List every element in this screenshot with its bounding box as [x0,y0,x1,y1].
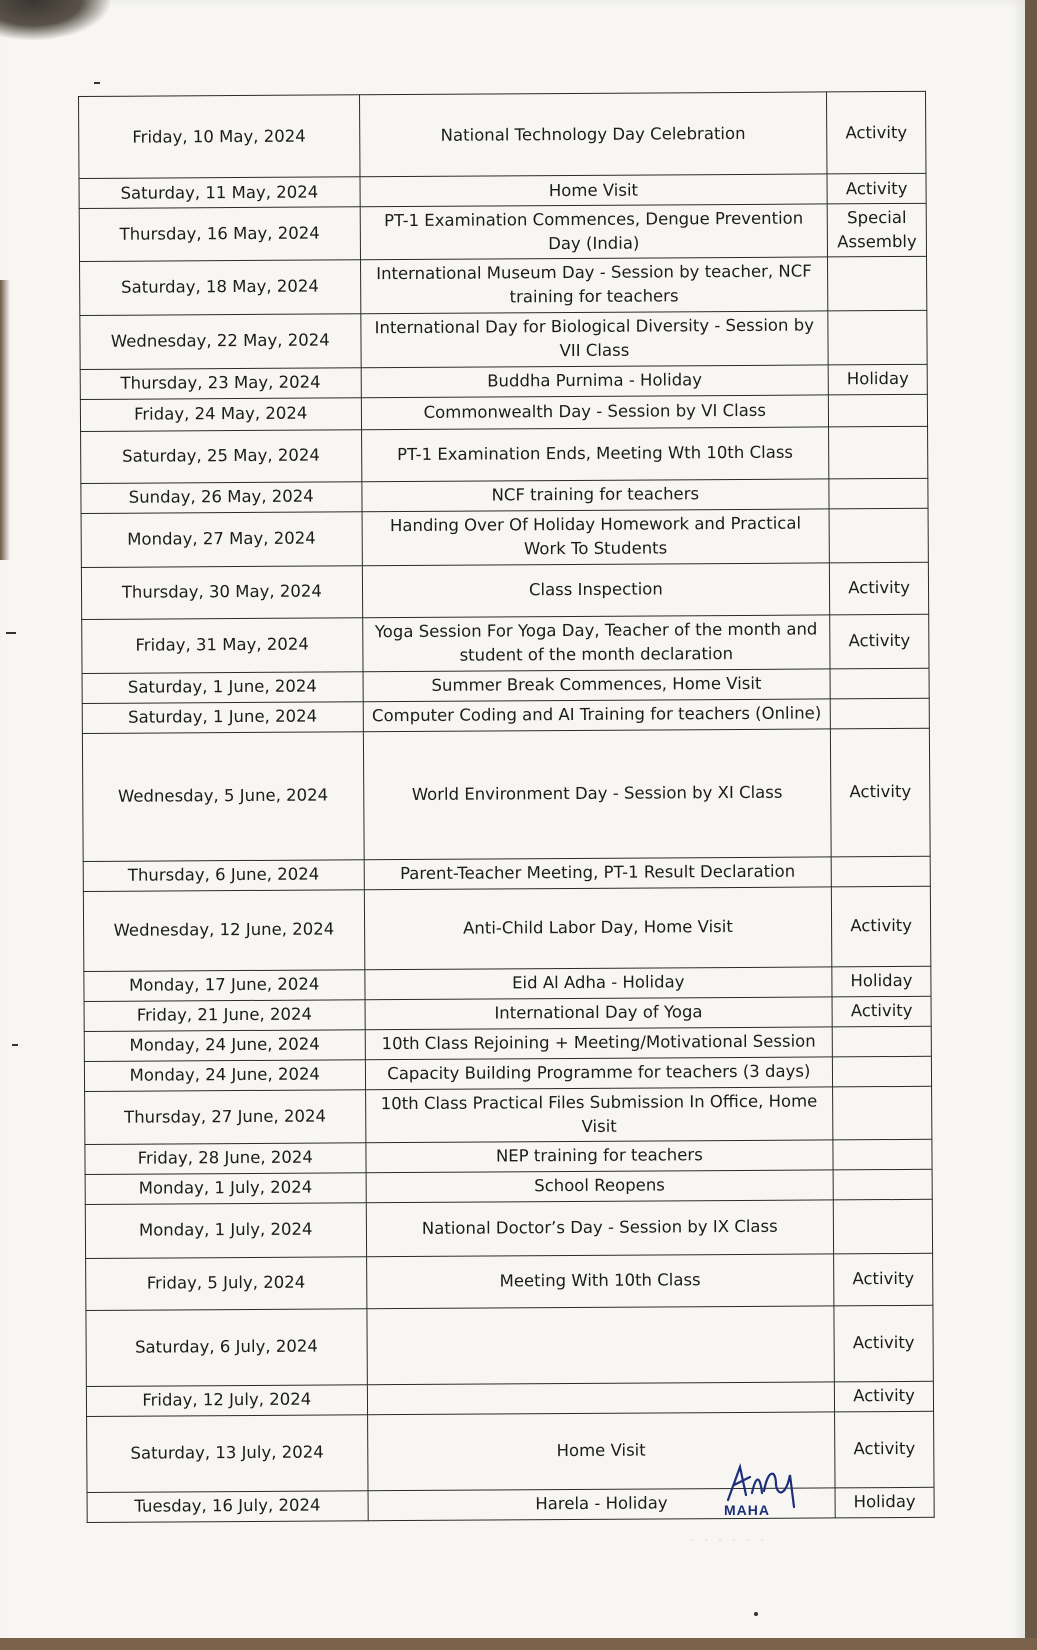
date-cell: Saturday, 1 June, 2024 [82,702,363,734]
type-cell [833,1139,932,1170]
table-surface [0,1638,1037,1650]
calendar-table [78,91,935,1523]
date-cell: Friday, 10 May, 2024 [79,95,360,179]
signature-text: MAHA [724,1502,770,1518]
date-cell: Wednesday, 12 June, 2024 [83,890,364,972]
type-cell: Special Assembly [827,203,926,256]
event-cell: Parent-Teacher Meeting, PT-1 Result Declaration [364,857,832,890]
date-cell: Thursday, 16 May, 2024 [79,207,360,262]
event-cell: International Museum Day - Session by teacher, NCF training for teachers [360,257,828,314]
event-cell [367,1382,835,1415]
type-cell [833,1169,932,1200]
event-cell: 10th Class Rejoining + Meeting/Motivational Session [365,1027,833,1060]
table-row [82,614,929,673]
event-cell: Buddha Purnima - Holiday [361,365,829,398]
type-cell [828,394,927,427]
event-cell: Home Visit [367,1412,835,1491]
type-cell: Activity [835,1411,934,1488]
date-cell: Thursday, 23 May, 2024 [80,368,361,400]
type-cell: Holiday [832,966,931,997]
type-cell: Holiday [835,1487,934,1518]
type-cell: Activity [832,996,931,1027]
event-cell: Commonwealth Day - Session by VI Class [361,395,829,430]
event-cell: Anti-Child Labor Day, Home Visit [364,887,832,970]
date-cell: Saturday, 13 July, 2024 [87,1414,368,1492]
event-cell: Capacity Building Programme for teachers (3 days) [365,1057,833,1090]
date-cell: Thursday, 27 June, 2024 [85,1090,366,1145]
date-cell: Monday, 1 July, 2024 [85,1172,366,1204]
table-row [80,394,927,431]
date-cell: Wednesday, 22 May, 2024 [80,314,361,370]
event-cell: Class Inspection [362,563,830,618]
event-cell [366,1306,834,1385]
table-row [86,1253,933,1310]
table-row [83,886,930,971]
table-row [80,256,927,315]
type-cell: Activity [835,1381,934,1412]
event-cell: International Day of Yoga [365,997,833,1030]
event-cell: PT-1 Examination Commences, Dengue Prevention Day (India) [360,204,828,260]
ink-mark [12,1044,18,1046]
date-cell: Monday, 1 July, 2024 [85,1202,366,1258]
event-cell: Computer Coding and AI Training for teachers (Online) [363,699,831,732]
type-cell [829,508,928,563]
type-cell [830,668,929,699]
type-cell [833,1056,932,1087]
date-cell: Saturday, 25 May, 2024 [81,430,362,484]
table-row [85,1086,932,1144]
type-cell [828,310,927,365]
type-cell [829,478,928,509]
event-cell: 10th Class Practical Files Submission In Office, Home Visit [365,1087,833,1143]
event-cell: Harela - Holiday [368,1488,836,1521]
table-row [80,310,927,369]
event-cell: World Environment Day - Session by XI Class [363,729,831,860]
event-cell: NCF training for teachers [361,479,829,512]
ink-mark [6,632,16,634]
date-cell: Monday, 17 June, 2024 [84,970,365,1002]
date-cell: Tuesday, 16 July, 2024 [87,1490,368,1522]
calendar-body [79,91,935,1522]
type-cell: Holiday [828,364,927,395]
event-cell: National Technology Day Celebration [359,92,827,177]
type-cell [829,426,928,479]
event-cell: Eid Al Adha - Holiday [364,967,832,1000]
type-cell [833,1199,932,1254]
date-cell: Friday, 5 July, 2024 [86,1256,367,1310]
date-cell: Saturday, 1 June, 2024 [82,672,363,704]
table-row [81,426,928,483]
event-cell: International Day for Biological Diversity - Session by VII Class [360,311,828,368]
event-cell: Yoga Session For Yoga Day, Teacher of the month and student of the month declaration [362,615,830,672]
type-cell [833,1086,932,1139]
date-cell: Saturday, 18 May, 2024 [80,260,361,316]
event-cell: Home Visit [360,174,828,207]
type-cell [832,1026,931,1057]
date-cell: Monday, 24 June, 2024 [84,1030,365,1062]
event-cell: National Doctor’s Day - Session by IX Class [366,1200,834,1257]
page-edge-shadow [0,280,10,560]
date-cell: Monday, 27 May, 2024 [81,512,362,568]
faded-stamp: · · · · · · [690,1532,768,1547]
event-cell: Summer Break Commences, Home Visit [363,669,831,702]
date-cell: Thursday, 6 June, 2024 [83,860,364,892]
table-row [86,1305,933,1386]
event-cell: PT-1 Examination Ends, Meeting Wth 10th Class [361,427,829,482]
date-cell: Friday, 24 May, 2024 [80,398,361,432]
type-cell: Activity [827,173,926,204]
ink-dot [754,1612,758,1616]
date-cell: Friday, 31 May, 2024 [82,618,363,674]
date-cell: Thursday, 30 May, 2024 [81,566,362,620]
type-cell: Activity [834,1253,933,1306]
type-cell [831,856,930,887]
date-cell: Friday, 12 July, 2024 [86,1384,367,1416]
date-cell: Saturday, 11 May, 2024 [79,177,360,209]
page-corner-shadow [0,0,110,40]
date-cell: Monday, 24 June, 2024 [84,1060,365,1092]
type-cell: Activity [830,614,929,669]
event-cell: School Reopens [366,1170,834,1203]
date-cell: Sunday, 26 May, 2024 [81,482,362,514]
event-cell: Meeting With 10th Class [366,1254,834,1309]
date-cell: Friday, 28 June, 2024 [85,1142,366,1174]
type-cell: Activity [827,91,926,174]
date-cell: Wednesday, 5 June, 2024 [82,732,363,862]
type-cell [828,256,927,311]
table-row [79,203,926,261]
table-row [81,562,928,619]
table-row [81,508,928,567]
type-cell: Activity [834,1305,933,1382]
table-row [82,728,930,861]
type-cell [830,698,929,729]
date-cell: Friday, 21 June, 2024 [84,1000,365,1032]
date-cell: Saturday, 6 July, 2024 [86,1308,367,1386]
event-cell: Handing Over Of Holiday Homework and Practical Work To Students [362,509,830,566]
type-cell: Activity [830,562,929,615]
event-cell: NEP training for teachers [365,1140,833,1173]
table-row [85,1199,932,1258]
type-cell: Activity [831,728,931,857]
ink-mark [94,82,100,84]
type-cell: Activity [831,886,930,967]
table-row [79,91,926,178]
